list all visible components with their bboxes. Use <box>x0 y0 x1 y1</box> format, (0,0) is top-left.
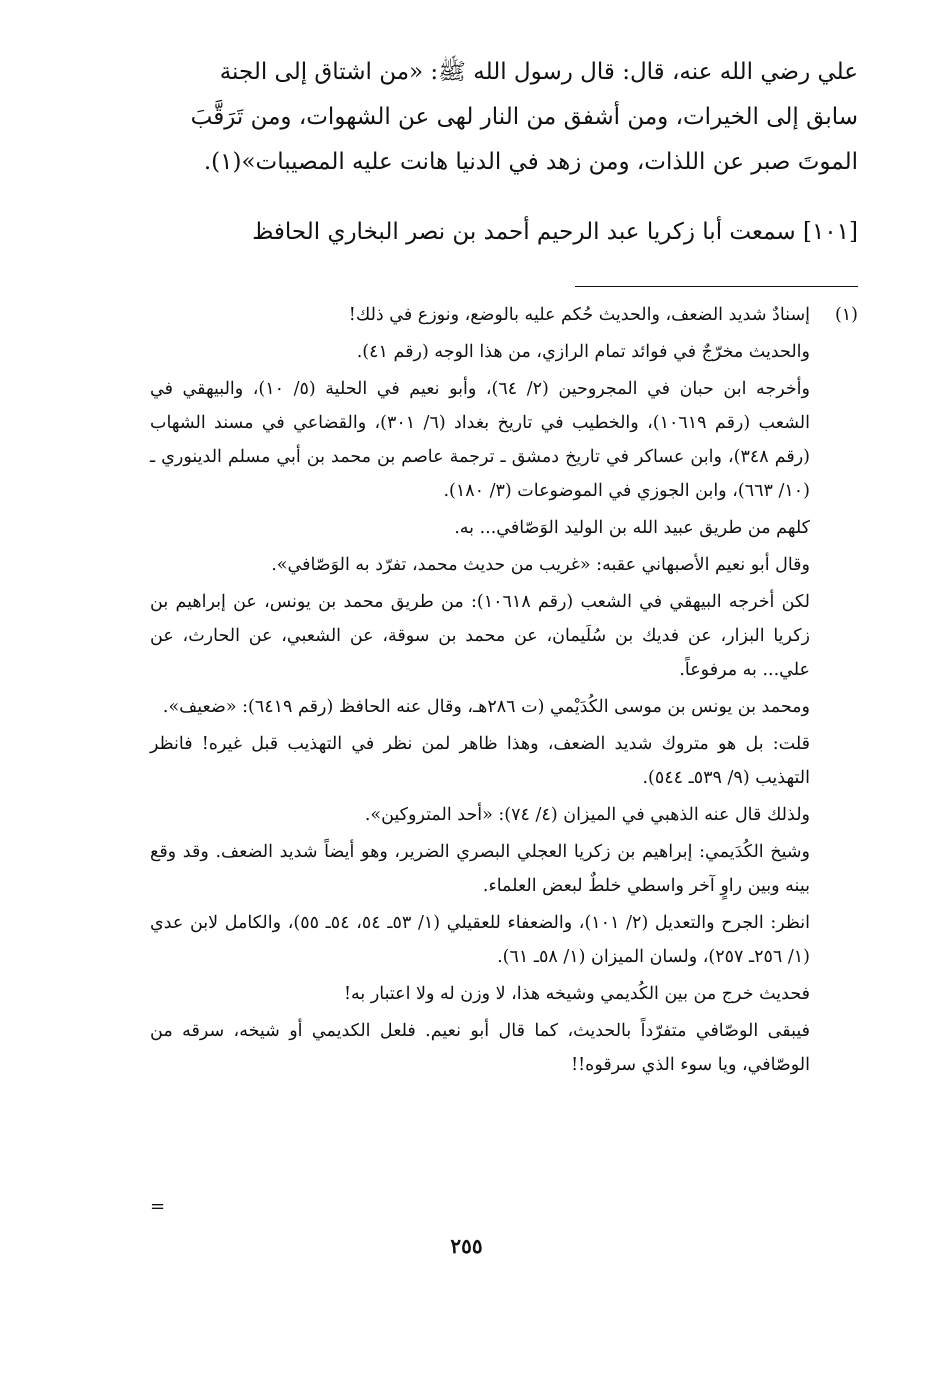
footnote-paragraph: فيبقى الوصّافي متفرّداً بالحديث، كما قال أبو نعيم. فلعل الكديمي أو شيخه، سرقه من الوصّافي، ويا سوء الذي سرقوه!! <box>150 1021 810 1075</box>
footnote-paragraph: وقال أبو نعيم الأصبهاني عقبه: «غريب من حديث محمد، تفرّد به الوَصّافي». <box>271 555 810 575</box>
main-line: سابق إلى الخيرات، ومن أشفق من النار لهى عن الشهوات، ومن تَرَقَّبَ <box>190 104 858 130</box>
entry-101-heading: [١٠١] سمعت أبا زكريا عبد الرحيم أحمد بن نصر البخاري الحافظ <box>252 219 858 245</box>
footnote-paragraph: لكن أخرجه البيهقي في الشعب (رقم ١٠٦١٨): من طريق محمد بن يونس، عن إبراهيم بن زكريا البزار، عن فديك بن سُلَيمان، عن محمد بن سوقة، عن الشعبي، عن الحارث، عن علي... به مرفوعاً. <box>150 592 810 680</box>
main-paragraph <box>150 50 858 185</box>
footnote-paragraph: وشيخ الكُدَيمي: إبراهيم بن زكريا العجلي البصري الضرير، وهو أيضاً شديد الضعف. وقد وقع بينه وبين راوٍ آخر واسطي خلطٌ لبعض العلماء. <box>150 842 810 896</box>
footnote-paragraph: والحديث مخرّجٌ في فوائد تمام الرازي، من هذا الوجه (رقم ٤١). <box>356 342 810 362</box>
footnotes-block <box>150 298 858 1085</box>
footnote-paragraph: إسنادٌ شديد الضعف، والحديث حُكم عليه بالوضع، ونوزع في ذلك! <box>348 305 810 325</box>
footnote-paragraph: ولذلك قال عنه الذهبي في الميزان (٤/ ٧٤): «أحد المتروكين». <box>364 805 810 825</box>
footnote-number: (١) <box>834 305 858 325</box>
footnote-separator <box>575 286 858 287</box>
main-line: علي رضي الله عنه، قال: قال رسول الله ﷺ: «من اشتاق إلى الجنة <box>219 59 858 85</box>
footnote-paragraph: فحديث خرج من بين الكُديمي وشيخه هذا، لا وزن له ولا اعتبار به! <box>343 984 810 1004</box>
main-line: الموتَ صبر عن اللذات، ومن زهد في الدنيا هانت عليه المصيبات»(١). <box>203 149 858 175</box>
footnote-paragraph: ومحمد بن يونس بن موسى الكُدَيْمي (ت ٢٨٦هـ، وقال عنه الحافظ (رقم ٦٤١٩): «ضعيف». <box>162 697 810 717</box>
footnote-body <box>150 298 810 1082</box>
footnote-paragraph: كلهم من طريق عبيد الله بن الوليد الوَصّافي... به. <box>454 518 810 538</box>
continuation-mark: = <box>150 1196 166 1217</box>
footnote-paragraph: انظر: الجرح والتعديل (٢/ ١٠١)، والضعفاء للعقيلي (١/ ٥٣ـ ٥٤، ٥٤ـ ٥٥)، والكامل لابن عدي (١/ ٢٥٦ـ ٢٥٧)، ولسان الميزان (١/ ٥٨ـ ٦١). <box>150 913 810 967</box>
footnote-paragraph: قلت: بل هو متروك شديد الضعف، وهذا ظاهر لمن نظر في التهذيب قبل غيره! فانظر التهذيب (٩/ ٥٣٩ـ ٥٤٤). <box>150 734 810 788</box>
footnote-paragraph: وأخرجه ابن حبان في المجروحين (٢/ ٦٤)، وأبو نعيم في الحلية (٥/ ١٠)، والبيهقي في الشعب (رقم ١٠٦١٩)، والخطيب في تاريخ بغداد (٦/ ٣٠١)، والقضاعي في مسند الشهاب (رقم ٣٤٨)، وابن عساكر في تاريخ دمشق ـ ترجمة عاصم بن محمد بن أبي مسلم الدينوري ـ (١٠/ ٦٦٣)، وابن الجوزي في الموضوعات (٣/ ١٨٠). <box>150 379 810 501</box>
page-number: ٢٥٥ <box>450 1234 483 1258</box>
